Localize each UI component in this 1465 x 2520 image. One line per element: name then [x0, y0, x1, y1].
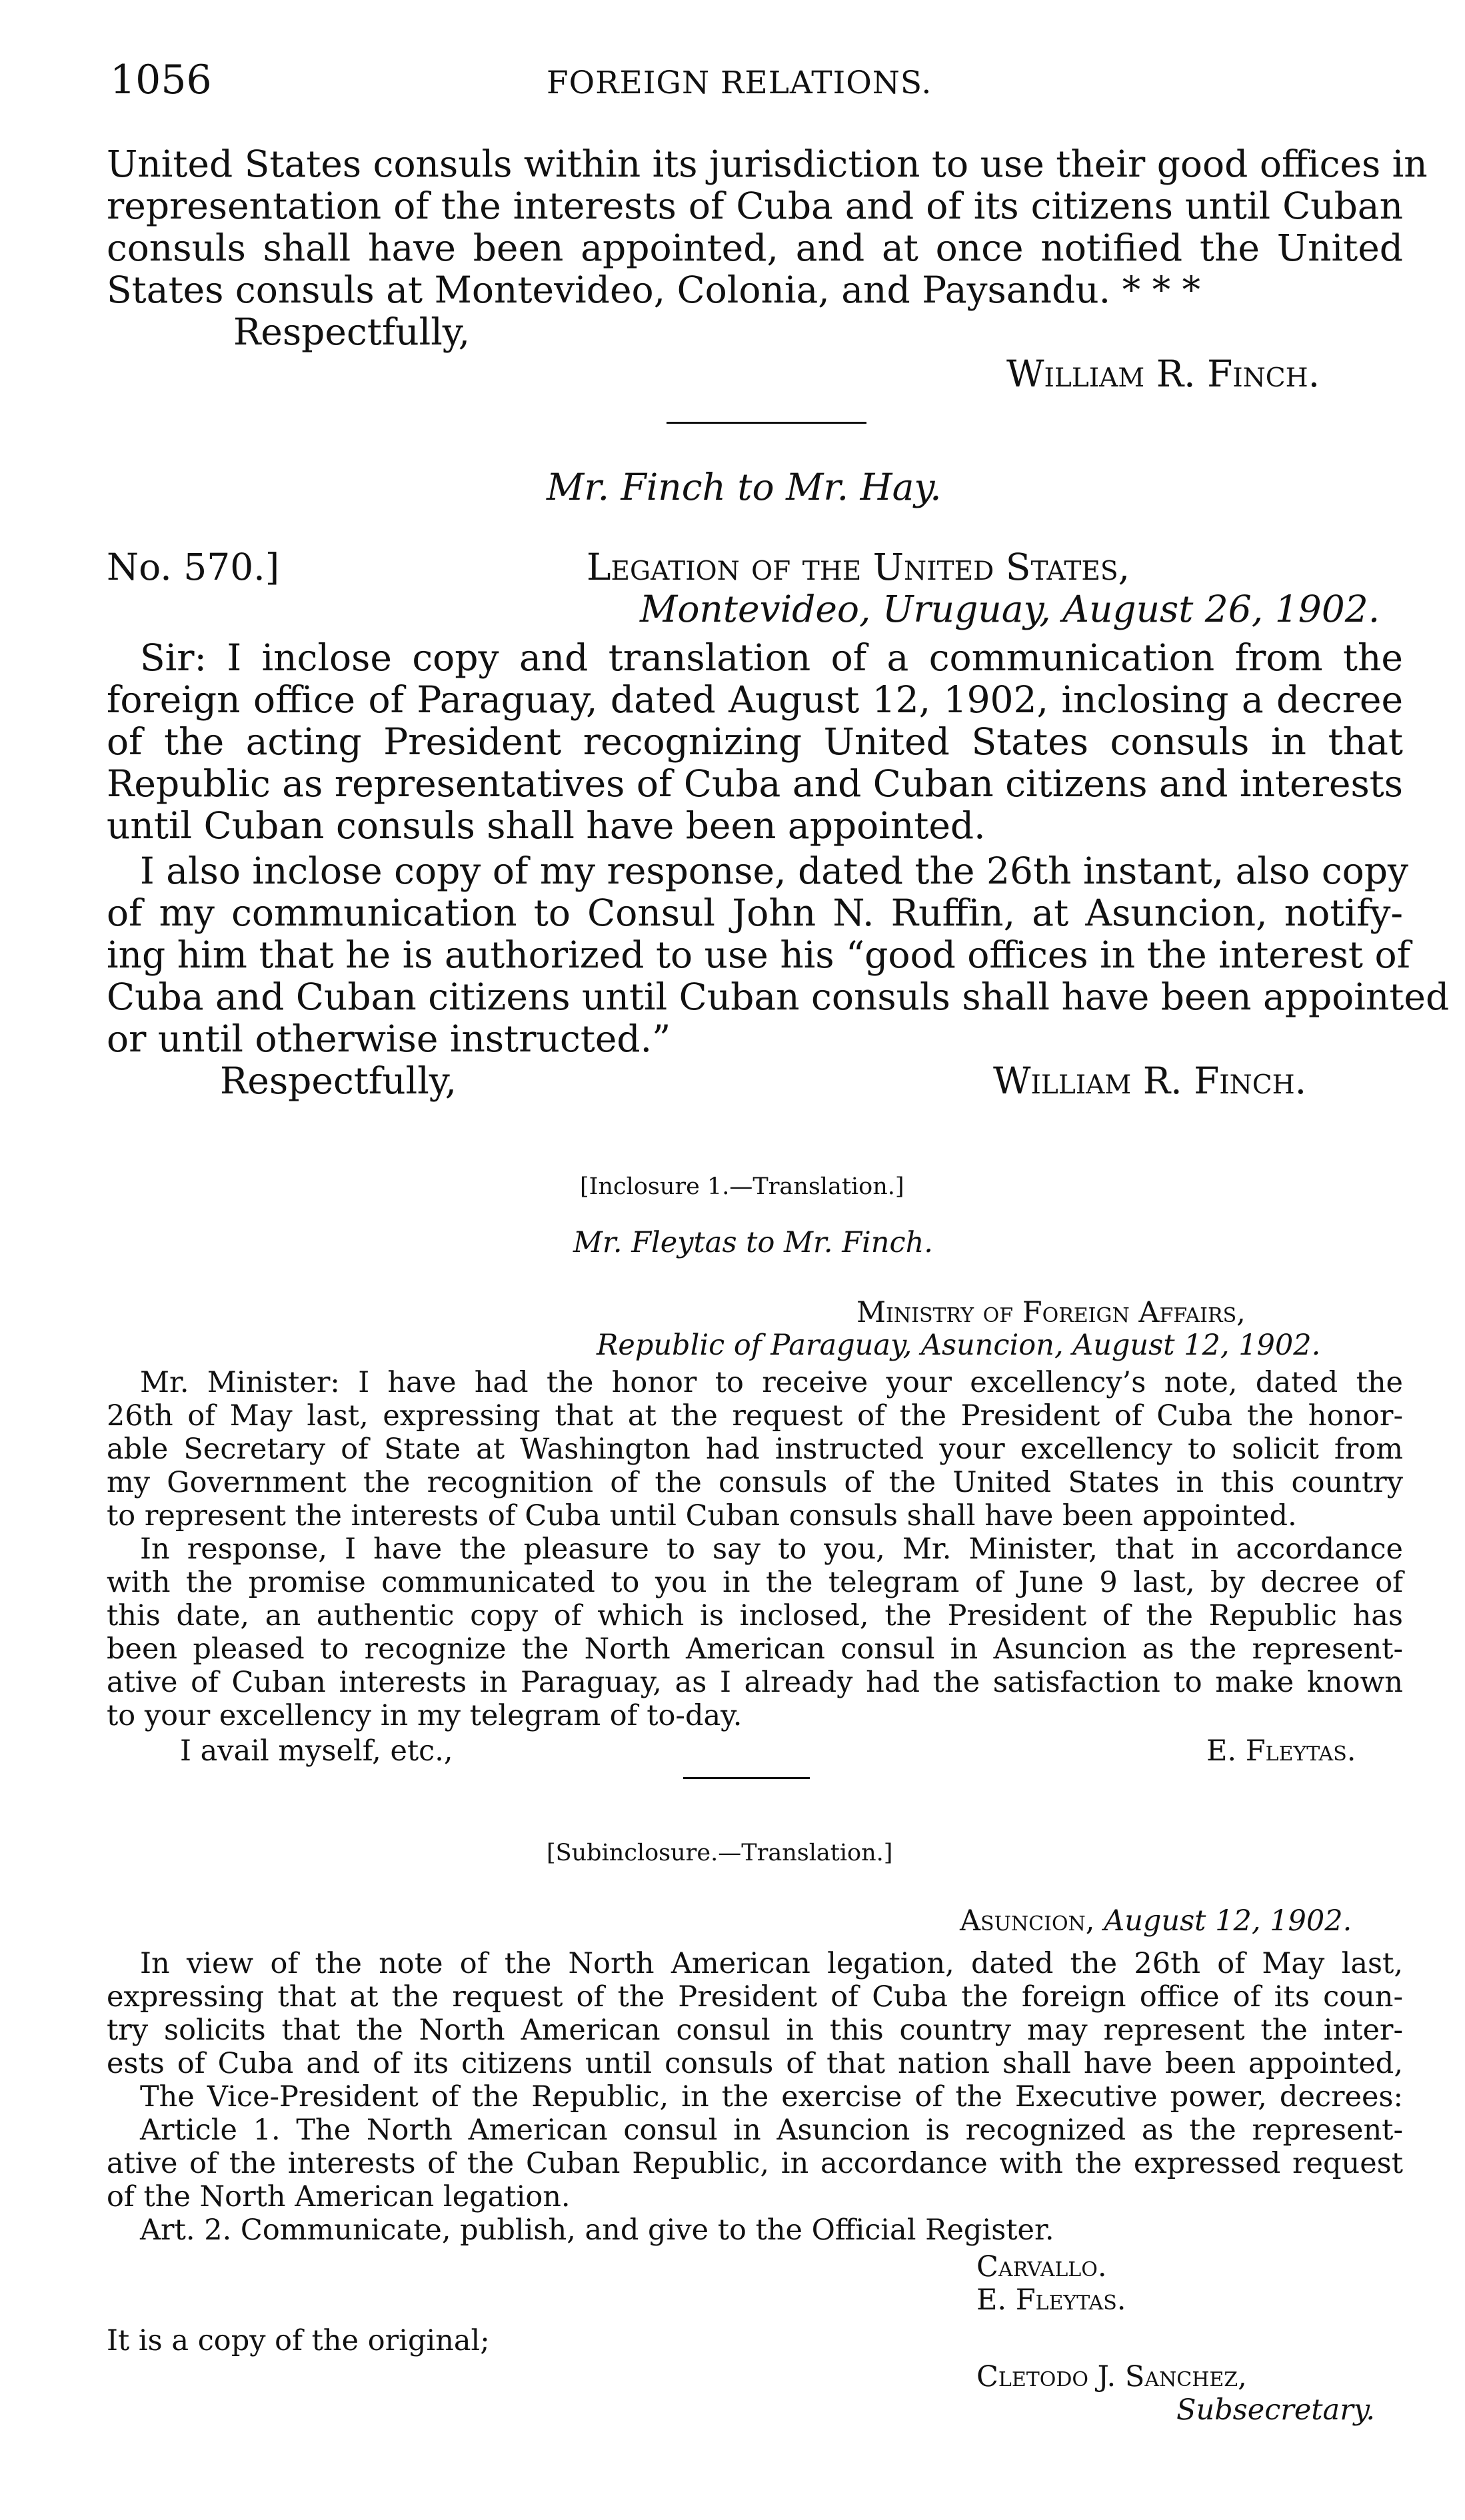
text-line: of the acting President recognizing United States consuls in that — [107, 720, 1403, 763]
copy-note: It is a copy of the original; — [107, 2324, 490, 2357]
text-line: to your excellency in my telegram of to-day. — [107, 1699, 742, 1732]
text-line: been pleased to recognize the North American consul in Asuncion as the represent- — [107, 1632, 1403, 1666]
dateline-date: August 12, 1902. — [1104, 1904, 1352, 1938]
text-line: expressing that at the request of the President of Cuba the foreign office of its coun- — [107, 1980, 1403, 2014]
text-line: ative of Cuban interests in Paraguay, as I already had the satisfaction to make known — [107, 1666, 1403, 1699]
text-line: In response, I have the pleasure to say to you, Mr. Minister, that in accordance — [140, 1533, 1403, 1566]
signature: William R. Finch. — [1006, 352, 1320, 395]
final-signer-title: Subsecretary. — [1176, 2393, 1375, 2427]
text-line: of the North American legation. — [107, 2180, 571, 2213]
text-line: I also inclose copy of my response, dated the 26th instant, also copy — [140, 850, 1408, 892]
text-line: ests of Cuba and of its citizens until consuls of that nation shall have been appointed, — [107, 2047, 1403, 2080]
closing: I avail myself, etc., — [180, 1734, 453, 1768]
text-line: to represent the interests of Cuba until Cuban consuls shall have been appointed. — [107, 1499, 1297, 1533]
dateline — [960, 1904, 1352, 1938]
section-divider — [683, 1777, 810, 1779]
text-line: of my communication to Consul John N. Ruffin, at Asuncion, notify- — [107, 892, 1403, 934]
text-line: Article 1. The North American consul in Asuncion is recognized as the represent- — [140, 2114, 1403, 2147]
text-line: with the promise communicated to you in the telegram of June 9 last, by decree of — [107, 1566, 1403, 1599]
text-line: this date, an authentic copy of which is inclosed, the President of the Republic has — [107, 1599, 1403, 1632]
text-line: 26th of May last, expressing that at the request of the President of Cuba the honor- — [107, 1399, 1403, 1433]
text-line: foreign office of Paraguay, dated August 12, 1902, inclosing a decree — [107, 678, 1403, 721]
signer: Carvallo. — [976, 2250, 1107, 2283]
signature: William R. Finch. — [993, 1059, 1307, 1102]
text-line: or until otherwise instructed.” — [107, 1017, 671, 1060]
text-line: United States consuls within its jurisdiction to use their good offices in — [107, 143, 1428, 185]
text-line: ative of the interests of the Cuban Republic, in accordance with the expressed request — [107, 2147, 1403, 2180]
text-line: able Secretary of State at Washington had instructed your excellency to solicit from — [107, 1433, 1403, 1466]
text-line: my Government the recognition of the consuls of the United States in this country — [107, 1466, 1403, 1499]
page-number: 1056 — [110, 57, 212, 103]
closing: Respectfully, — [220, 1059, 457, 1102]
dateline: Montevideo, Uruguay, August 26, 1902. — [640, 588, 1380, 630]
dateline: Republic of Paraguay, Asuncion, August 12, 1902. — [597, 1329, 1321, 1362]
section-divider — [667, 422, 866, 424]
final-signer: Cletodo J. Sanchez, — [976, 2360, 1247, 2393]
decree-intro: The Vice-President of the Republic, in the exercise of the Executive power, decrees: — [140, 2080, 1403, 2114]
signature: E. Fleytas. — [1206, 1734, 1356, 1768]
text-line: ing him that he is authorized to use his “good offices in the interest of — [107, 934, 1410, 976]
text-line: States consuls at Montevideo, Colonia, and Paysandu. * * * — [107, 269, 1201, 311]
text-line: until Cuban consuls shall have been appointed. — [107, 804, 986, 847]
dispatch-number: No. 570.] — [107, 546, 280, 588]
text-line: Mr. Minister: I have had the honor to receive your excellency’s note, dated the — [140, 1366, 1403, 1399]
inclosure-label: [Inclosure 1.—Translation.] — [580, 1173, 904, 1200]
text-line: consuls shall have been appointed, and at once notified the United — [107, 227, 1403, 269]
signer: E. Fleytas. — [976, 2283, 1126, 2317]
text-line: representation of the interests of Cuba and of its citizens until Cuban — [107, 185, 1403, 227]
text-line: Cuba and Cuban citizens until Cuban consuls shall have been appointed — [107, 975, 1450, 1018]
subinclosure-label: [Subinclosure.—Translation.] — [547, 1840, 893, 1866]
closing: Respectfully, — [233, 311, 471, 353]
place: Ministry of Foreign Affairs, — [856, 1296, 1246, 1329]
dateline-place: Asuncion, — [960, 1904, 1095, 1938]
text-line: try solicits that the North American consul in this country may represent the inter- — [107, 2014, 1403, 2047]
article-2: Art. 2. Communicate, publish, and give to the Official Register. — [140, 2213, 1054, 2247]
text-line: Republic as representatives of Cuba and Cuban citizens and interests — [107, 762, 1403, 805]
letter-heading: Mr. Finch to Mr. Hay. — [547, 466, 942, 508]
place: Legation of the United States, — [587, 546, 1130, 588]
running-title: FOREIGN RELATIONS. — [547, 65, 932, 101]
inclosure-heading: Mr. Fleytas to Mr. Finch. — [573, 1226, 933, 1259]
text-line: Sir: I inclose copy and translation of a communication from the — [140, 636, 1403, 679]
text-line: In view of the note of the North American legation, dated the 26th of May last, — [140, 1947, 1403, 1980]
